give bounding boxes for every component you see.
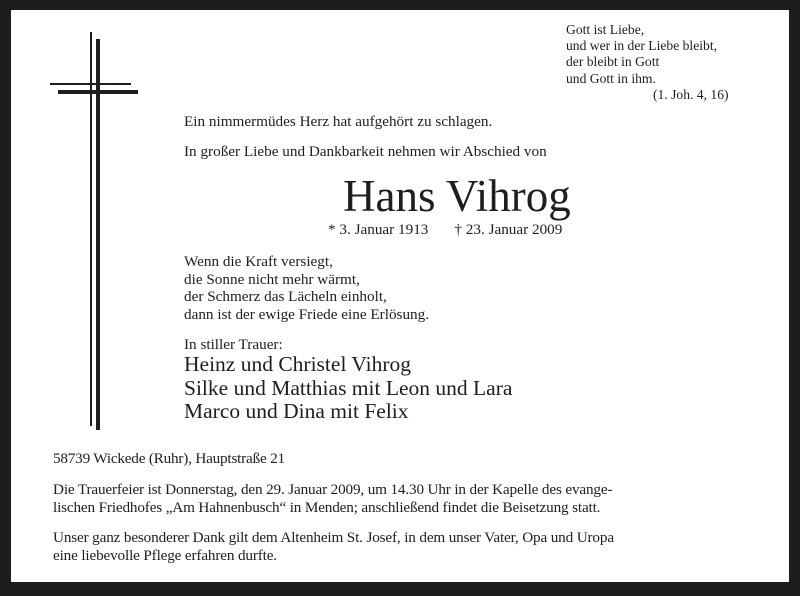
poem-line: die Sonne nicht mehr wärmt, [184,270,360,288]
deceased-name: Hans Vihrog [343,171,571,221]
poem-line: dann ist der ewige Friede eine Erlösung. [184,305,430,323]
intro-line-1: Ein nimmermüdes Herz hat aufgehört zu schlagen. [184,113,493,130]
funeral-info [53,481,612,516]
thanks-line: eine liebevolle Pflege erfahren durfte. [53,546,277,564]
funeral-info-line: Die Trauerfeier ist Donnerstag, den 29. Januar 2009, um 14.30 Uhr in der Kapelle des evange- [53,481,613,498]
quote-line: und wer in der Liebe bleibt, [566,38,717,54]
cross-thick-horizontal [58,90,138,94]
poem-line: Wenn die Kraft versiegt, [184,253,333,270]
quote-line: der bleibt in Gott [566,54,660,70]
poem [184,253,429,323]
mourner: Silke und Matthias mit Leon und Lara [184,375,513,400]
cross-thin-horizontal [50,83,131,85]
mourner: Marco und Dina mit Felix [184,399,409,424]
quote-reference: (1. Joh. 4, 16) [653,86,729,102]
intro-line-2: In großer Liebe und Dankbarkeit nehmen wir Abschied von [184,143,547,160]
funeral-info-line: lischen Friedhofes „Am Hahnenbusch“ in Menden; anschließend findet die Beisetzung statt. [53,498,601,516]
quote-line: und Gott in ihm. [566,70,656,86]
mourner: Heinz und Christel Vihrog [184,352,412,376]
poem-line: der Schmerz das Lächeln einholt, [184,288,387,306]
thanks [53,529,614,564]
address: 58739 Wickede (Ruhr), Hauptstraße 21 [53,450,285,467]
death-date: † 23. Januar 2009 [454,221,563,238]
mourners-list [184,353,512,424]
thanks-line: Unser ganz besonderer Dank gilt dem Altenheim St. Josef, in dem unser Vater, Opa und Uropa [53,529,614,546]
obituary-notice [11,10,789,582]
mourning-label: In stiller Trauer: [184,336,283,353]
life-dates [328,221,562,239]
quote-line: Gott ist Liebe, [566,22,645,37]
cross-thick-vertical [96,39,100,430]
bible-quote [566,22,729,103]
birth-date: * 3. Januar 1913 [328,221,429,238]
